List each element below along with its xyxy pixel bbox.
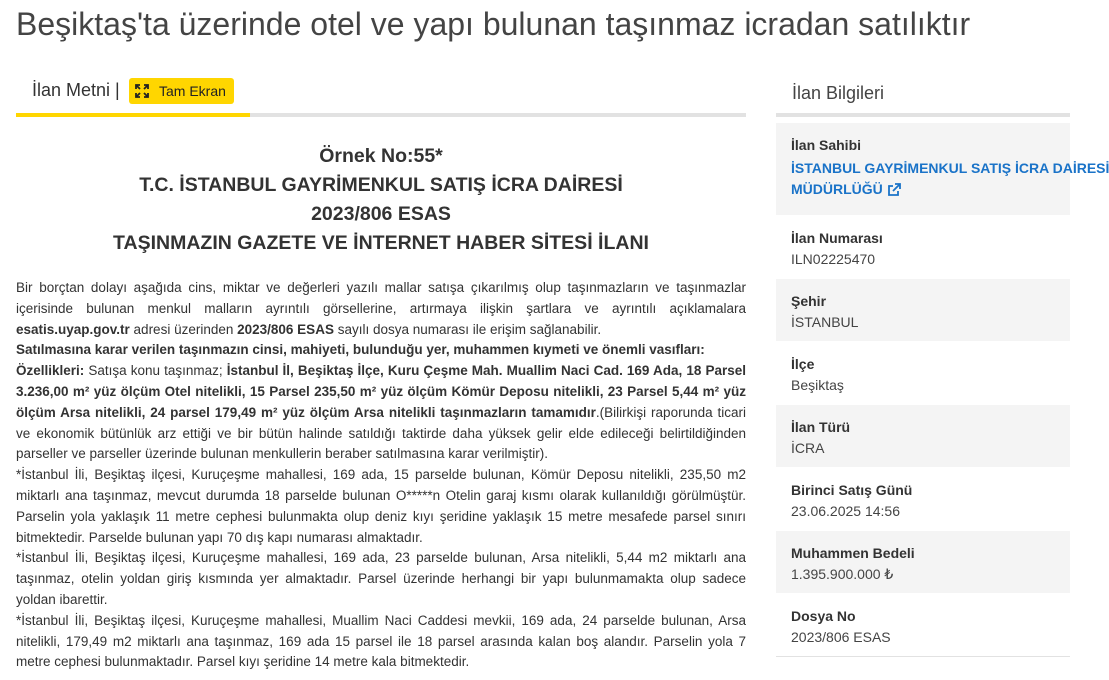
info-value: 23.06.2025 14:56 — [791, 503, 900, 519]
intro-paragraph — [16, 278, 746, 340]
features-label: Özellikleri: — [16, 363, 85, 379]
info-value: İSTANBUL — [791, 314, 859, 330]
info-label: İlçe — [791, 356, 815, 372]
info-item-estimated-value — [776, 531, 1070, 594]
info-item-owner — [776, 123, 1109, 216]
announcement-document — [16, 142, 746, 673]
parcel-24-paragraph: *İstanbul İli, Beşiktaş ilçesi, Kuruçeşme mahallesi, Muallim Naci Caddesi mevkii, 169 ada, 24 parselde bulunan, Arsa nitelikli, 179,49 m2 miktarlı ana taşınmaz, 169 ada 15 parsel ile 18 parsel arasında kalan boş alandır. Parselin yola 7 metre cephesi bulunmaktadır. Parsel kıyı şeridine 14 metre kala bitmektedir. — [16, 612, 746, 670]
info-value: Beşiktaş — [791, 377, 844, 393]
fullscreen-button[interactable] — [129, 78, 234, 104]
info-item-file-number — [776, 594, 1070, 657]
intro-site: esatis.uyap.gov.tr — [16, 321, 130, 337]
listing-info-panel — [776, 70, 1109, 657]
info-label: Dosya No — [791, 608, 856, 624]
info-item-district — [776, 342, 1070, 405]
fullscreen-label: Tam Ekran — [159, 83, 226, 99]
info-item-city — [776, 279, 1070, 342]
info-label: İlan Numarası — [791, 230, 883, 246]
listing-info-title: İlan Bilgileri — [776, 70, 1070, 117]
owner-link-line-1: İSTANBUL GAYRİMENKUL SATIŞ İCRA DAİRESİ — [791, 160, 1109, 176]
intro-text-2: adresi üzerinden — [129, 321, 238, 337]
listing-info-list — [776, 123, 1109, 657]
info-label: Şehir — [791, 293, 827, 309]
tab-announcement-text[interactable] — [16, 70, 250, 117]
document-body — [16, 278, 746, 673]
announcement-panel — [16, 70, 747, 670]
info-value: 1.395.900.000 ₺ — [791, 566, 894, 582]
info-item-first-sale-date — [776, 468, 1070, 531]
features-text-2: .(Bilirkişi raporunda ticari ve ekonomik bütünlük arz ettiği ve bir bütün halinde satıldığı taktirde daha yüksek gelir elde edileceği belirtildiğinden parseller ve parseller üzerinde bulunan menkullerin beraber satılmasına karar verilmiştir). — [16, 404, 747, 462]
expand-icon — [135, 84, 149, 98]
info-item-listing-type — [776, 405, 1070, 468]
info-item-listing-number — [776, 216, 1070, 279]
info-value: 2023/806 ESAS — [791, 629, 891, 645]
document-heading — [16, 142, 746, 258]
document-sample-number: Örnek No:55* — [319, 145, 443, 167]
owner-link-line-2: MÜDÜRLÜĞÜ — [791, 181, 883, 197]
info-label: Muhammen Bedeli — [791, 545, 915, 561]
page-title: Beşiktaş'ta üzerinde otel ve yapı bulunan taşınmaz icradan satılıktır — [16, 6, 971, 42]
features-bold-text: İstanbul İl, Beşiktaş İlçe, Kuru Çeşme Mah. Muallim Naci Cad. 169 Ada, 18 Parsel 3.236,00 m² yüz ölçüm Otel nitelikli, 15 Parsel 235,50 m² yüz ölçüm Kömür Deposu nitelikli, 23 Parsel 5,44 m² yüz ölçüm Arsa nitelikli, 24 parsel 179,49 m² yüz ölçüm Arsa nitelikli taşınmazların tamamıdır — [16, 363, 746, 420]
section-heading-text: Satılmasına karar verilen taşınmazın cinsi, mahiyeti, bulunduğu yer, muhammen kıymeti ve önemli vasıfları: — [16, 342, 705, 358]
info-label: İlan Sahibi — [791, 137, 862, 153]
section-heading — [16, 340, 746, 361]
tab-bar — [16, 70, 746, 117]
owner-link[interactable] — [791, 158, 1109, 200]
owner-link-line-2-wrap — [791, 179, 1070, 200]
intro-text-3: sayılı dosya numarası ile erişim sağlanabilir. — [333, 321, 602, 337]
parcel-23-paragraph: *İstanbul İli, Beşiktaş ilçesi, Kuruçeşme mahallesi, 169 ada, 23 parselde bulunan, Arsa nitelikli, 5,44 m2 miktarlı ana taşınmaz, otelin yoldan giriş kısmında yer almaktadır. Parsel üzerinde herhangi bir yapı bulunmamakta olup sadece yoldan ibarettir. — [16, 550, 746, 607]
features-paragraph — [16, 361, 746, 465]
info-label: İlan Türü — [791, 419, 851, 435]
features-text: Satışa konu taşınmaz; — [84, 363, 227, 379]
info-label: Birinci Satış Günü — [791, 482, 913, 498]
tab-label: İlan Metni | — [32, 80, 120, 100]
info-value: İCRA — [791, 440, 825, 456]
external-link-icon — [887, 183, 901, 197]
document-office-name: T.C. İSTANBUL GAYRİMENKUL SATIŞ İCRA DAİRESİ — [139, 174, 623, 196]
document-file-number: 2023/806 ESAS — [311, 203, 451, 225]
parcel-15-paragraph: *İstanbul İli, Beşiktaş ilçesi, Kuruçeşme mahallesi, 169 ada, 15 parselde bulunan, Kömür Deposu nitelikli, 235,50 m2 miktarlı ana taşınmaz, mevcut durumda 18 parselde bulunan O*****n Otelin garaj kısmı olarak kullanıldığı görülmüştür. Parselin yola yaklaşık 11 metre cephesi bulunmakta olup deniz kıyı şeridine yaklaşık 15 metre mesafede parsel sınırı bitmektedir. Parselde bulunan yapı 70 dış kapı numarası almaktadır. — [16, 467, 746, 545]
document-announcement-title: TAŞINMAZIN GAZETE VE İNTERNET HABER SİTESİ İLANI — [113, 232, 649, 254]
intro-file-number: 2023/806 ESAS — [237, 321, 334, 337]
intro-text: Bir borçtan dolayı aşağıda cins, miktar ve değerleri yazılı mallar satışa çıkarılmış olup taşınmazların ve taşınmazlar içerisinde bulunan menkul malların ayrıntılı görsellerine, artırmaya ilişkin şartlara ve ayrıntılı açıklamalara — [16, 280, 746, 316]
info-value: ILN02225470 — [791, 251, 876, 267]
